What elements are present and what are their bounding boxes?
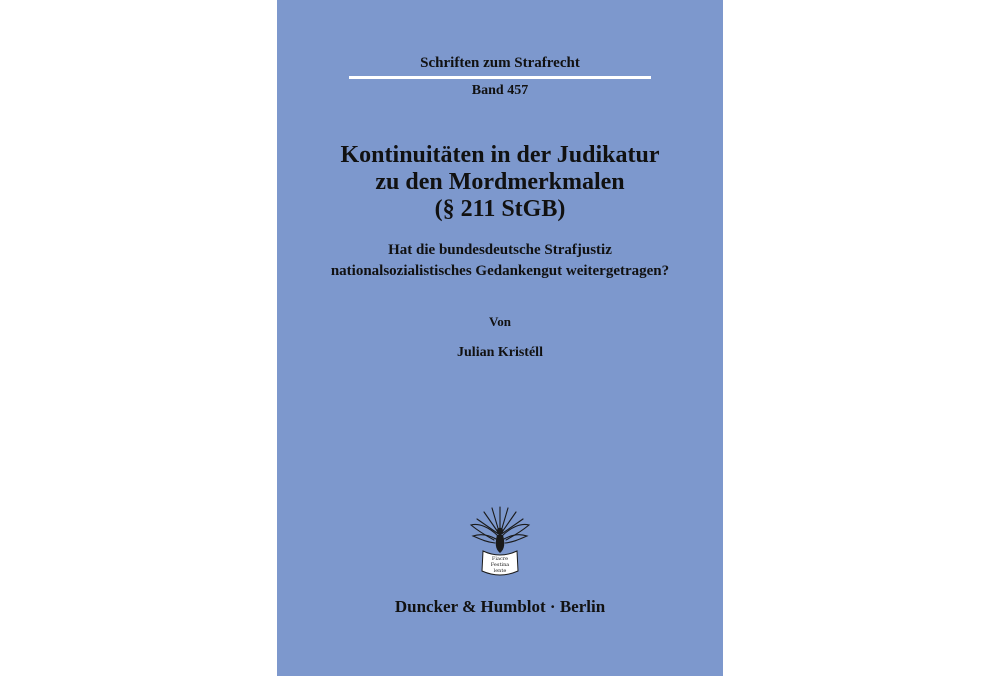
title-line: (§ 211 StGB) xyxy=(434,196,566,222)
author-name: Julian Kristéll xyxy=(457,345,543,360)
book-title xyxy=(277,142,723,223)
book-subtitle xyxy=(277,240,723,282)
series-divider xyxy=(349,76,651,79)
eagle-emblem-icon xyxy=(467,503,533,579)
logo-text: lente xyxy=(493,568,507,574)
logo-text: Festina xyxy=(490,562,510,568)
series-title: Schriften zum Strafrecht xyxy=(420,55,580,71)
subtitle-line: Hat die bundesdeutsche Strafjustiz xyxy=(388,242,612,258)
title-line: Kontinuitäten in der Judikatur xyxy=(340,142,660,168)
title-line: zu den Mordmerkmalen xyxy=(375,169,625,195)
volume-number: Band 457 xyxy=(471,83,529,98)
by-label: Von xyxy=(489,314,511,329)
subtitle-line: nationalsozialistisches Gedankengut weitergetragen? xyxy=(330,263,670,279)
book-cover xyxy=(277,0,723,676)
publisher: Duncker & Humblot · Berlin xyxy=(394,597,606,616)
logo-text: Fiacre xyxy=(491,556,509,562)
